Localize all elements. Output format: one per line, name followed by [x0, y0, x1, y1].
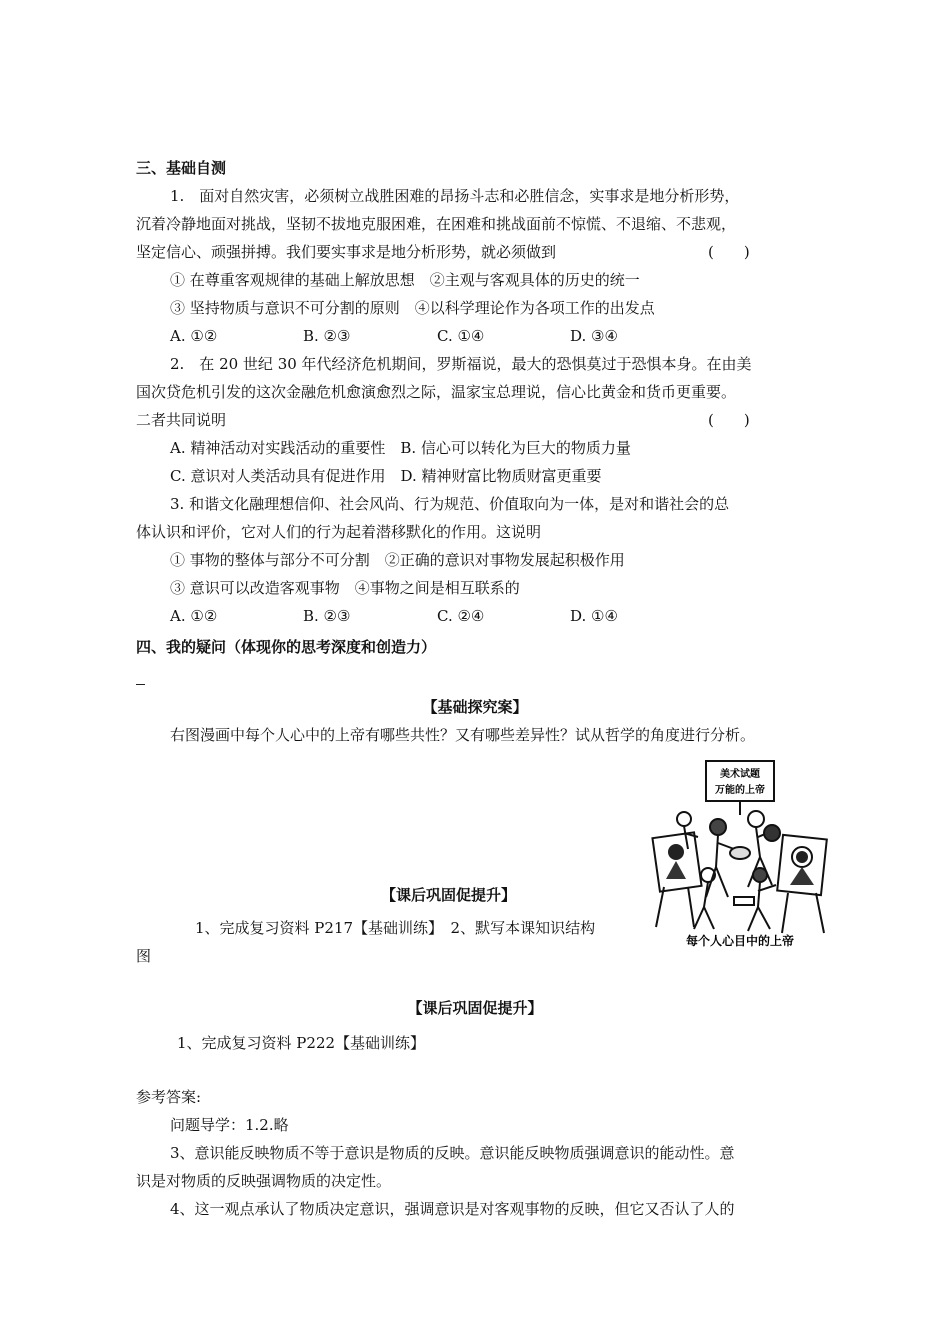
q3-option-a: A. ①②	[170, 607, 218, 625]
sign-board	[706, 761, 774, 815]
answer-guide: 问题导学：1.2.略	[170, 1116, 289, 1134]
after1-title: 【课后巩固促提升】	[381, 886, 517, 904]
section3-heading: 三、基础自测	[136, 159, 227, 177]
q2-option-cd: C. 意识对人类活动具有促进作用 D. 精神财富比物质财富更重要	[170, 467, 602, 485]
q3-item1: ① 事物的整体与部分不可分割 ②正确的意识对事物发展起积极作用	[170, 551, 625, 569]
q3-line1: 3. 和谐文化融理想信仰、社会风尚、行为规范、价值取向为一体，是对和谐社会的总	[170, 495, 730, 513]
answer-blank-line	[136, 684, 145, 685]
q2-line1: 2. 在 20 世纪 30 年代经济危机期间，罗斯福说，最大的恐惧莫过于恐惧本身。在由美	[170, 355, 752, 373]
q1-option-b: B. ②③	[303, 327, 351, 345]
q3-item2: ③ 意识可以改造客观事物 ④事物之间是相互联系的	[170, 579, 520, 597]
cartoon-caption: 每个人心目中的上帝	[685, 934, 795, 948]
q2-line2: 国次贷危机引发的这次金融危机愈演愈烈之际，温家宝总理说，信心比黄金和货币更重要。	[136, 383, 737, 401]
right-easel	[777, 835, 827, 933]
after2-line1: 1、完成复习资料 P222【基础训练】	[177, 1034, 426, 1052]
q1-option-a: A. ①②	[170, 327, 218, 345]
q1-line1: 1. 面对自然灾害，必须树立战胜困难的昂扬斗志和必胜信念，实事求是地分析形势，	[170, 187, 740, 205]
q3-line2: 体认识和评价，它对人们的行为起着潜移默化的作用。这说明	[136, 523, 542, 541]
cartoon-illustration	[648, 757, 832, 949]
q2-option-ab: A. 精神活动对实践活动的重要性 B. 信心可以转化为巨大的物质力量	[170, 439, 631, 457]
q3-option-d: D. ①④	[570, 607, 618, 625]
q1-option-d: D. ③④	[570, 327, 618, 345]
q1-item2: ③ 坚持物质与意识不可分割的原则 ④以科学理论作为各项工作的出发点	[170, 299, 655, 317]
after2-title: 【课后巩固促提升】	[407, 999, 543, 1017]
q1-answer-paren: ( )	[708, 243, 750, 261]
answer3-line2: 识是对物质的反映强调物质的决定性。	[136, 1172, 392, 1190]
answers-heading: 参考答案:	[136, 1088, 202, 1106]
q2-line3: 二者共同说明	[136, 411, 227, 429]
answer4-line1: 4、这一观点承认了物质决定意识，强调意识是对客观事物的反映，但它又否认了人的	[170, 1200, 735, 1218]
q1-line2: 沉着冷静地面对挑战，坚韧不拔地克服困难，在困难和挑战面前不惊慌、不退缩、不悲观，	[136, 215, 737, 233]
q2-answer-paren: ( )	[708, 411, 750, 429]
section4-heading: 四、我的疑问（体现你的思考深度和创造力）	[136, 638, 437, 656]
q3-option-c: C. ②④	[437, 607, 485, 625]
answer3-line1: 3、意识能反映物质不等于意识是物质的反映。意识能反映物质强调意识的能动性。意	[170, 1144, 735, 1162]
after1-line1: 1、完成复习资料 P217【基础训练】 2、默写本课知识结构	[195, 919, 596, 937]
explore-title: 【基础探究案】	[422, 698, 528, 716]
left-easel	[652, 832, 701, 927]
q1-item1: ① 在尊重客观规律的基础上解放思想 ②主观与客观具体的历史的统一	[170, 271, 640, 289]
q1-option-c: C. ①④	[437, 327, 485, 345]
sign-text-2: 万能的上帝	[715, 785, 765, 796]
q1-line3: 坚定信心、顽强拼搏。我们要实事求是地分析形势，就必须做到	[136, 243, 557, 261]
explore-text: 右图漫画中每个人心中的上帝有哪些共性？又有哪些差异性？试从哲学的角度进行分析。	[170, 726, 756, 744]
after1-line2: 图	[136, 947, 152, 965]
sign-text-1: 美术试题	[720, 769, 760, 780]
q3-option-b: B. ②③	[303, 607, 351, 625]
